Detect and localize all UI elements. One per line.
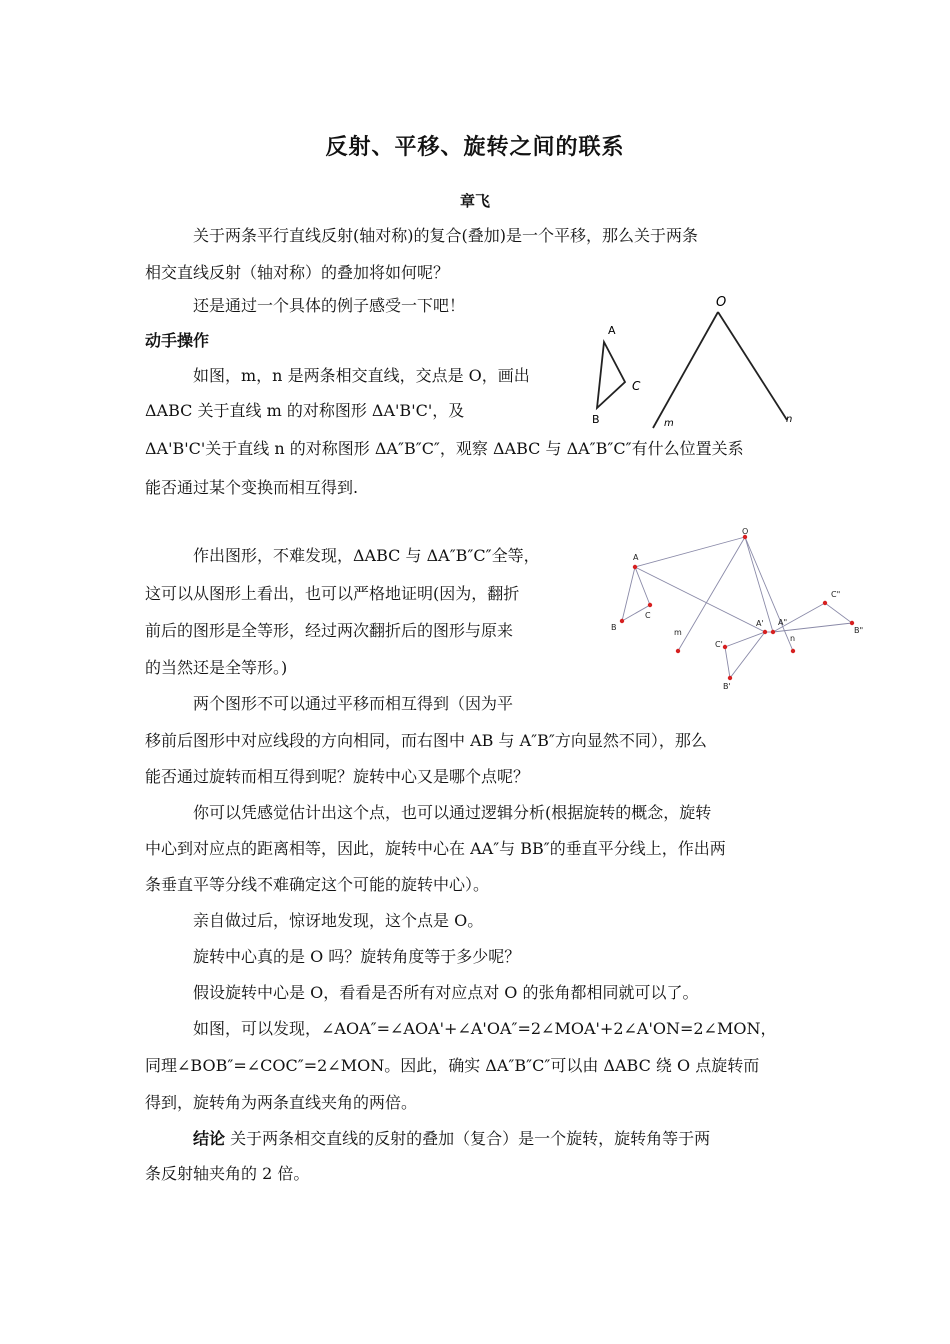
paragraph-6-line-2: 中心到对应点的距离相等，因此，旋转中心在 AA″与 BB″的垂直平分线上，作出两 (145, 839, 726, 858)
label-n: n (786, 414, 793, 425)
point-c1 (723, 645, 727, 649)
segment-a-o (635, 537, 745, 567)
paragraph-5-line-2: 移前后图形中对应线段的方向相同，而右图中 AB 与 A″B″方向显然不同），那么 (145, 731, 707, 750)
paragraph-5-line-1: 两个图形不可以通过平移而相互得到（因为平 (193, 694, 514, 713)
paragraph-10-line-3: 得到，旋转角为两条直线夹角的两倍。 (145, 1093, 418, 1112)
label-o: O (716, 295, 727, 310)
point-a2 (771, 630, 775, 634)
segment-a-a1 (635, 567, 765, 632)
paragraph-7: 亲自做过后，惊讶地发现，这个点是 O。 (193, 911, 484, 930)
point-m (676, 649, 680, 653)
paragraph-4-line-2: 这可以从图形上看出，也可以严格地证明(因为，翻折 (145, 584, 520, 603)
conclusion-label: 结论 (193, 1129, 226, 1148)
paragraph-4-line-4: 的当然还是全等形。) (145, 658, 288, 677)
paragraph-3-line-3: ΔA'B'C'关于直线 n 的对称图形 ΔA″B″C″，观察 ΔABC 与 ΔA″B″C″有什么位置关系 (145, 439, 744, 458)
section-heading-hands-on: 动手操作 (145, 331, 210, 350)
paragraph-6-line-1: 你可以凭感觉估计出这个点，也可以通过逻辑分析(根据旋转的概念，旋转 (193, 803, 712, 822)
label-m-2: m (674, 628, 682, 637)
label-a-2: A (633, 553, 639, 562)
conclusion-line-1 (193, 1128, 710, 1150)
point-c2 (823, 601, 827, 605)
point-a1 (763, 630, 767, 634)
figure-intersecting-lines (580, 290, 810, 435)
label-m: m (664, 418, 674, 429)
conclusion-text-1: 关于两条相交直线的反射的叠加（复合）是一个旋转，旋转角等于两 (230, 1129, 711, 1148)
label-b: B (592, 413, 600, 426)
point-c (648, 603, 652, 607)
paragraph-4-line-3: 前后的图形是全等形，经过两次翻折后的图形与原来 (145, 621, 514, 640)
label-b2: B" (854, 626, 864, 635)
paragraph-3-line-4: 能否通过某个变换而相互得到. (145, 478, 359, 497)
paragraph-3-line-1: 如图，m，n 是两条相交直线，交点是 O，画出 (193, 366, 530, 385)
label-n-2: n (790, 634, 796, 643)
author: 章飞 (459, 192, 490, 210)
label-c1: C' (715, 640, 723, 649)
point-n (791, 649, 795, 653)
line-n-2 (745, 537, 796, 651)
paragraph-6-line-3: 条垂直平等分线不难确定这个可能的旋转中心）。 (145, 875, 490, 894)
paragraph-8: 旋转中心真的是 O 吗？旋转角度等于多少呢？ (193, 947, 521, 966)
page-title: 反射、平移、旋转之间的联系 (325, 135, 625, 160)
triangle-a1b1c1 (725, 632, 765, 678)
segment-o-a2 (745, 537, 773, 632)
label-a1: A' (756, 619, 764, 628)
paragraph-4-line-1: 作出图形，不难发现，ΔABC 与 ΔA″B″C″全等， (193, 546, 540, 565)
paragraph-5-line-3: 能否通过旋转而相互得到呢？旋转中心又是哪个点呢？ (145, 767, 530, 786)
paragraph-9: 假设旋转中心是 O，看看是否所有对应点对 O 的张角都相同就可以了。 (193, 983, 699, 1002)
point-b1 (728, 676, 732, 680)
label-o-2: O (742, 527, 749, 536)
paragraph-10-line-2: 同理∠BOB″=∠COC″=2∠MON。因此，确实 ΔA″B″C″可以由 ΔABC 绕 O 点旋转而 (145, 1056, 760, 1075)
label-b1: B' (723, 682, 731, 691)
label-c: C (632, 379, 641, 393)
label-a2: A" (778, 618, 788, 627)
triangle-abc (597, 342, 625, 408)
paragraph-2: 还是通过一个具体的例子感受一下吧！ (193, 296, 466, 315)
paragraph-1-line-2: 相交直线反射（轴对称）的叠加将如何呢？ (145, 263, 450, 282)
point-b2 (850, 621, 854, 625)
label-c2: C" (831, 590, 841, 599)
point-b (620, 619, 624, 623)
paragraph-10-line-1: 如图，可以发现，∠AOA″=∠AOA'+∠A'OA″=2∠MOA'+2∠A'ON=2∠MON， (193, 1019, 777, 1038)
paragraph-3-line-2: ΔABC 关于直线 m 的对称图形 ΔA'B'C'，及 (145, 401, 465, 420)
label-b-2: B (611, 623, 617, 632)
label-c-2: C (645, 611, 651, 620)
conclusion-line-2: 条反射轴夹角的 2 倍。 (145, 1164, 310, 1183)
line-m (653, 312, 718, 428)
paragraph-1-line-1: 关于两条平行直线反射(轴对称)的复合(叠加)是一个平移，那么关于两条 (193, 226, 698, 245)
label-a: A (608, 324, 616, 337)
figure-reflections (605, 525, 875, 695)
line-n (718, 312, 787, 420)
point-a (633, 565, 637, 569)
